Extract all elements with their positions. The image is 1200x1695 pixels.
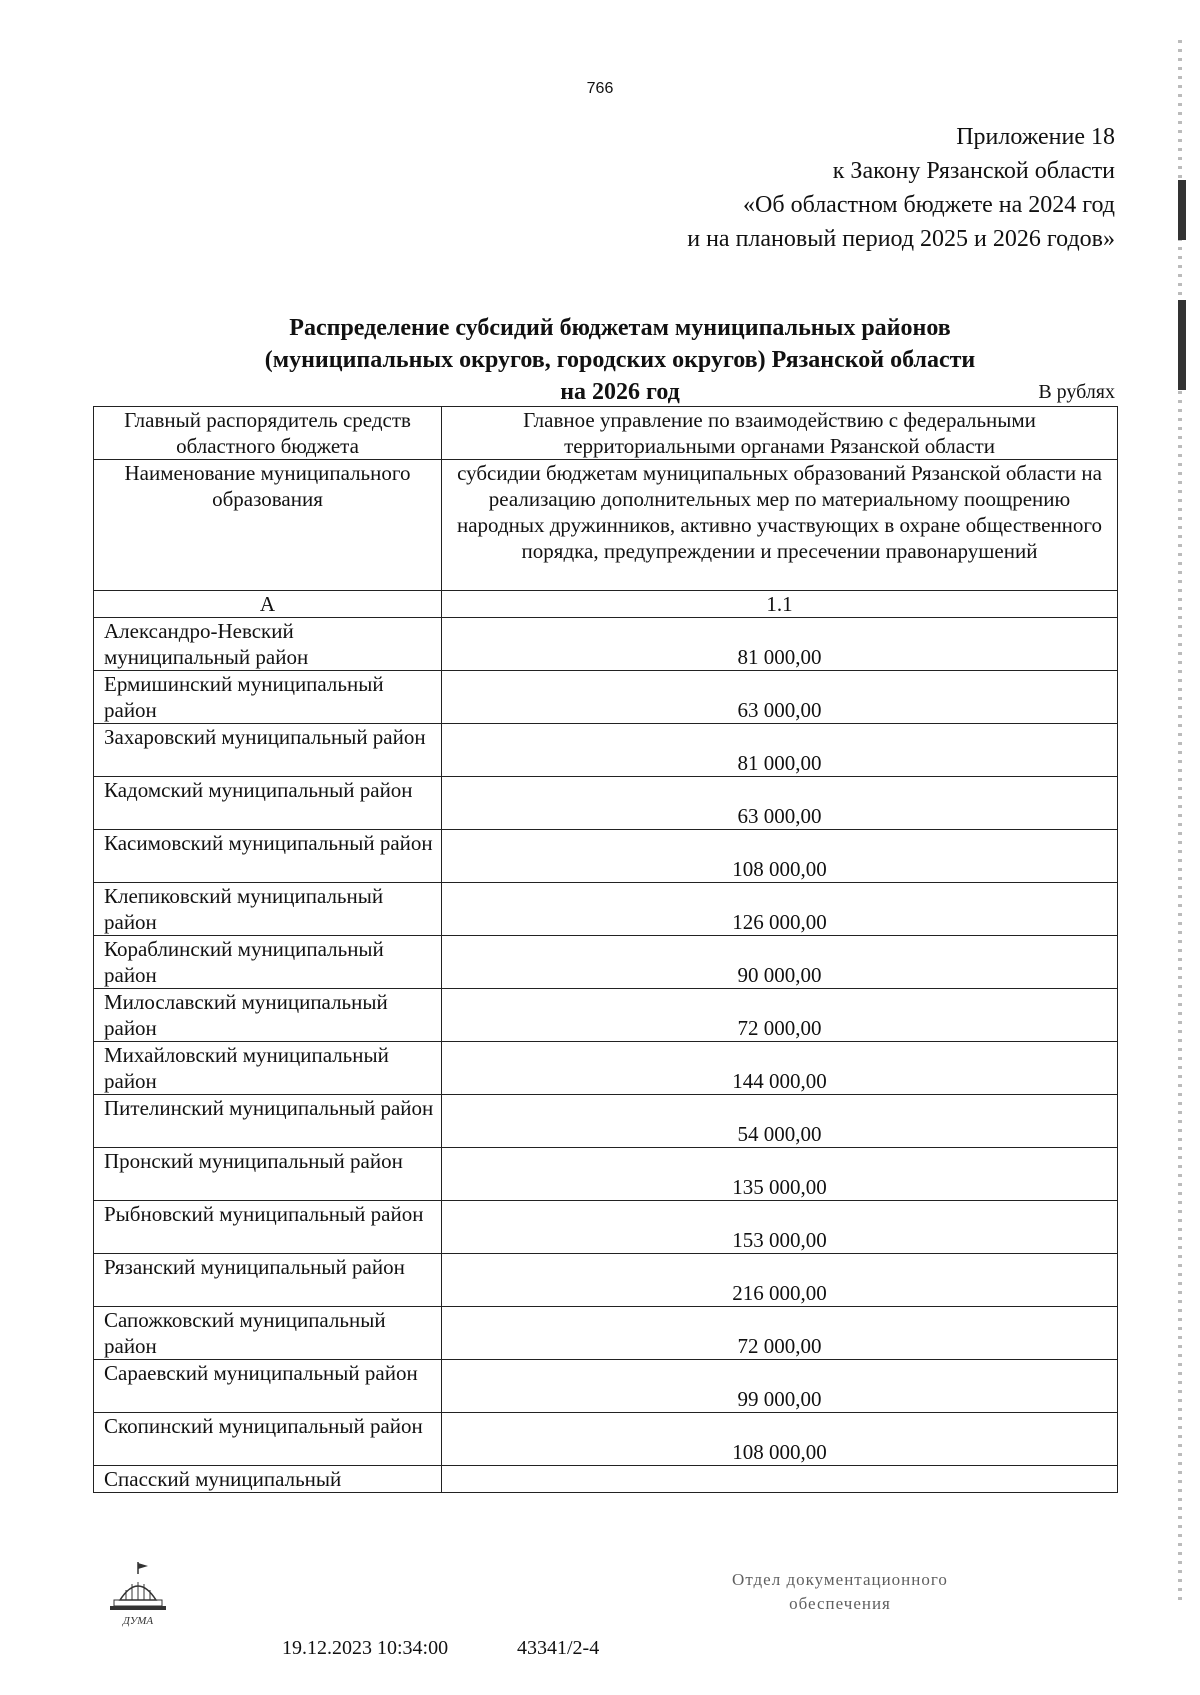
header-row-codes	[94, 591, 1118, 618]
municipality-name: Кадомский муниципальный район	[94, 777, 442, 830]
table-row	[94, 1148, 1118, 1201]
municipality-name: Рыбновский муниципальный район	[94, 1201, 442, 1254]
subsidy-amount: 90 000,00	[442, 936, 1118, 989]
subsidy-amount: 126 000,00	[442, 883, 1118, 936]
stamp-line: Отдел документационного	[732, 1570, 948, 1589]
municipality-name: Спасский муниципальный	[94, 1466, 442, 1493]
municipality-name: Захаровский муниципальный район	[94, 724, 442, 777]
table-row	[94, 883, 1118, 936]
table-row	[94, 724, 1118, 777]
title-line: Распределение субсидий бюджетам муниципальных районов	[289, 315, 951, 341]
footer-doc-number: 43341/2-4	[517, 1637, 600, 1659]
table-row	[94, 830, 1118, 883]
table-row	[94, 1466, 1118, 1493]
municipality-name: Александро-Невский муниципальный район	[94, 618, 442, 671]
table-row	[94, 618, 1118, 671]
subsidy-amount: 72 000,00	[442, 1307, 1118, 1360]
municipality-name: Сапожковский муниципальный район	[94, 1307, 442, 1360]
municipality-name: Пителинский муниципальный район	[94, 1095, 442, 1148]
subsidy-amount: 135 000,00	[442, 1148, 1118, 1201]
table-row	[94, 989, 1118, 1042]
municipality-name: Сараевский муниципальный район	[94, 1360, 442, 1413]
units-label: В рублях	[1038, 381, 1115, 403]
subsidy-amount: 72 000,00	[442, 989, 1118, 1042]
title-line: на 2026 год	[560, 379, 680, 405]
table-row	[94, 1201, 1118, 1254]
municipality-name: Кораблинский муниципальный район	[94, 936, 442, 989]
subsidy-amount: 216 000,00	[442, 1254, 1118, 1307]
municipality-name: Ермишинский муниципальный район	[94, 671, 442, 724]
department-stamp	[690, 1568, 990, 1616]
stamp-line: обеспечения	[789, 1594, 891, 1613]
logo-text: ДУМА	[122, 1615, 154, 1627]
table-row	[94, 1360, 1118, 1413]
column-code-b: 1.1	[442, 591, 1118, 618]
table-row	[94, 1413, 1118, 1466]
municipality-name: Скопинский муниципальный район	[94, 1413, 442, 1466]
subsidy-amount: 108 000,00	[442, 830, 1118, 883]
table-row	[94, 671, 1118, 724]
footer-datetime: 19.12.2023 10:34:00	[282, 1637, 449, 1659]
table-row	[94, 1095, 1118, 1148]
scan-edge-artifact	[1178, 40, 1182, 1600]
table-row	[94, 1254, 1118, 1307]
subsidy-amount: 63 000,00	[442, 777, 1118, 830]
table-body	[94, 618, 1118, 1493]
municipality-name: Клепиковский муниципальный район	[94, 883, 442, 936]
scan-mark	[1178, 300, 1186, 390]
scan-mark	[1178, 180, 1186, 240]
title-line: (муниципальных округов, городских округов) Рязанской области	[264, 347, 976, 373]
header-row-subsidy	[94, 460, 1118, 591]
table-row	[94, 936, 1118, 989]
table-row	[94, 1307, 1118, 1360]
header-admin-label: Главный распорядитель средств областного бюджета	[94, 407, 442, 460]
municipality-name: Милославский муниципальный район	[94, 989, 442, 1042]
subsidy-table	[93, 406, 1118, 1493]
table-row	[94, 777, 1118, 830]
municipality-name: Пронский муниципальный район	[94, 1148, 442, 1201]
subsidy-amount: 63 000,00	[442, 671, 1118, 724]
header-name-label: Наименование муниципального образования	[94, 460, 442, 591]
subsidy-amount: 144 000,00	[442, 1042, 1118, 1095]
subsidy-amount: 99 000,00	[442, 1360, 1118, 1413]
header-row-admin	[94, 407, 1118, 460]
subsidy-amount: 108 000,00	[442, 1413, 1118, 1466]
table-row	[94, 1042, 1118, 1095]
header-admin-value: Главное управление по взаимодействию с федеральными территориальными органами Рязанской области	[442, 407, 1118, 460]
subsidy-amount	[442, 1466, 1118, 1493]
municipality-name: Рязанский муниципальный район	[94, 1254, 442, 1307]
column-code-a: А	[94, 591, 442, 618]
appendix-line: и на плановый период 2025 и 2026 годов»	[687, 226, 1115, 252]
appendix-reference	[687, 120, 1115, 256]
appendix-line: Приложение 18	[956, 124, 1115, 150]
subsidy-amount: 54 000,00	[442, 1095, 1118, 1148]
municipality-name: Михайловский муниципальный район	[94, 1042, 442, 1095]
appendix-line: к Закону Рязанской области	[832, 158, 1115, 184]
header-subsidy-label: субсидии бюджетам муниципальных образований Рязанской области на реализацию дополнительных мер по материальному поощрению народных дружинников, активно участвующих в охране общественного порядка, предупреждении и пресечении правонарушений	[442, 460, 1118, 591]
subsidy-amount: 81 000,00	[442, 618, 1118, 671]
duma-logo-icon	[108, 1560, 168, 1630]
page-number: 766	[586, 80, 614, 97]
municipality-name: Касимовский муниципальный район	[94, 830, 442, 883]
document-title	[160, 312, 1080, 408]
subsidy-amount: 81 000,00	[442, 724, 1118, 777]
appendix-line: «Об областном бюджете на 2024 год	[743, 192, 1115, 218]
subsidy-amount: 153 000,00	[442, 1201, 1118, 1254]
